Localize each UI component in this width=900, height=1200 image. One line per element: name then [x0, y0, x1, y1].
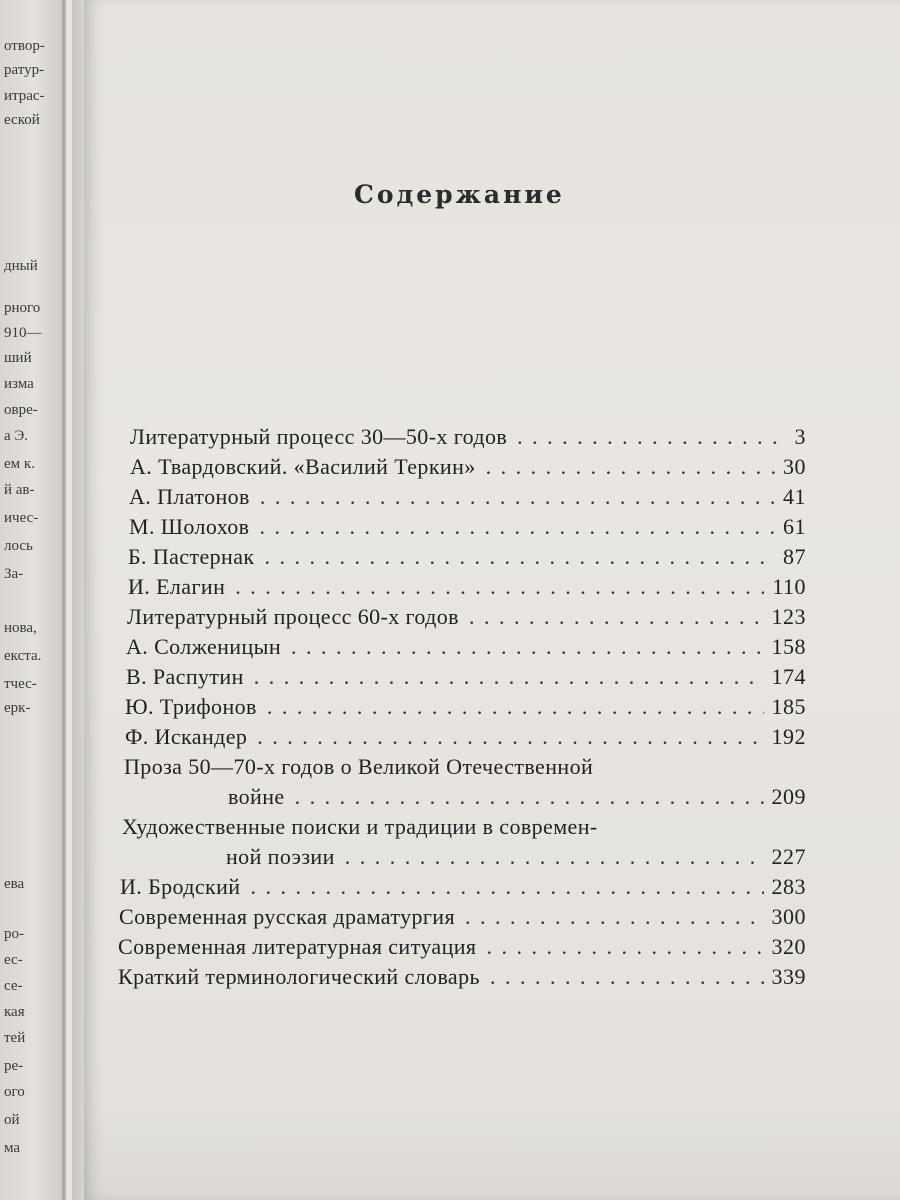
left-page-fragment: ма	[4, 1140, 21, 1156]
dot-leader	[291, 632, 764, 662]
left-page-fragment: ерк-	[4, 700, 31, 716]
toc-entry-page: 320	[771, 934, 806, 959]
toc-entry-page: 123	[771, 604, 806, 629]
toc-entry[interactable]	[130, 422, 806, 452]
left-page-fragment: ого	[4, 1084, 25, 1100]
left-page-fragment: рного	[4, 300, 41, 316]
left-page-fragment: ший	[4, 350, 32, 366]
toc-entry[interactable]	[118, 932, 806, 962]
dot-leader	[295, 782, 764, 812]
toc-entry[interactable]	[118, 962, 806, 992]
dot-leader	[486, 932, 763, 962]
left-page-fragment: ре-	[4, 1058, 24, 1074]
left-page-fragment: а Э.	[4, 428, 29, 444]
left-page-fragment: овре-	[4, 402, 38, 418]
left-page-fragment: й ав-	[4, 482, 35, 498]
toc-entry[interactable]	[125, 692, 806, 722]
dot-leader	[260, 482, 775, 512]
toc-entry-title: Современная русская драматургия	[119, 904, 455, 929]
toc-entry[interactable]	[126, 632, 806, 662]
toc-entry-title: Ф. Искандер	[125, 724, 248, 749]
toc-entry[interactable]	[129, 512, 806, 542]
toc-entry-page: 174	[771, 664, 806, 689]
left-page-fragment: итрас-	[4, 88, 45, 104]
dot-leader	[267, 692, 764, 722]
dot-leader	[254, 662, 764, 692]
left-page-fragment: кая	[4, 1004, 25, 1020]
dot-leader	[490, 962, 764, 992]
toc-entry[interactable]	[128, 542, 806, 572]
toc-entry-page: 339	[771, 964, 806, 989]
toc-entry-page: 110	[772, 574, 806, 599]
dot-leader	[345, 842, 764, 872]
toc-entry-title: ной поэзии	[226, 844, 335, 869]
dot-leader	[486, 452, 775, 482]
left-page-fragment: дный	[4, 258, 38, 274]
toc-entry[interactable]	[120, 872, 806, 902]
toc-entry[interactable]	[129, 482, 806, 512]
left-page-fragment: ой	[4, 1112, 20, 1128]
toc-entry-title: Краткий терминологический словарь	[118, 964, 480, 989]
page-shading	[84, 1100, 900, 1200]
left-page-fragment: тчес-	[4, 676, 37, 692]
dot-leader	[264, 542, 775, 572]
dot-leader	[517, 422, 778, 452]
toc-entry-page: 192	[771, 724, 806, 749]
toc-entry[interactable]	[122, 812, 806, 872]
toc-entry-title: Литературный процесс 30—50-х годов	[130, 424, 508, 449]
left-page-fragment: отвор-	[4, 38, 45, 54]
toc-entry-title: А. Платонов	[129, 484, 250, 509]
toc-entry-title-line1: Проза 50—70-х годов о Великой Отечественной	[124, 754, 594, 779]
toc-entry-title: М. Шолохов	[129, 514, 250, 539]
toc-entry-title: Современная литературная ситуация	[118, 934, 477, 959]
toc-entry-page: 227	[771, 844, 806, 869]
toc-entry-title: А. Твардовский. «Василий Теркин»	[130, 454, 476, 479]
left-page-fragment: екста.	[4, 648, 42, 664]
left-page-fragment: еской	[4, 112, 40, 128]
left-page-fragment: 910—	[4, 325, 42, 341]
toc-entry[interactable]	[127, 602, 806, 632]
toc-entry-page: 87	[783, 544, 806, 569]
left-page-fragment: нова,	[4, 620, 37, 636]
left-page-fragment: ева	[4, 876, 25, 892]
dot-leader	[257, 722, 763, 752]
toc-entry-title: Б. Пастернак	[128, 544, 255, 569]
left-page-fragment: ем к.	[4, 456, 35, 472]
left-page-fragment: ратур-	[4, 62, 45, 78]
dot-leader	[235, 572, 764, 602]
left-page-fragment: лось	[4, 538, 33, 554]
left-page-fragment: изма	[4, 376, 34, 392]
dot-leader	[250, 872, 763, 902]
dot-leader	[259, 512, 775, 542]
toc-entry[interactable]	[128, 572, 806, 602]
left-page-fragment: ес-	[4, 952, 23, 968]
toc-entry-page: 158	[771, 634, 806, 659]
left-page-fragment: ичес-	[4, 510, 39, 526]
toc-entry-title: В. Распутин	[126, 664, 244, 689]
toc-entry-title-line1: Художественные поиски и традиции в современ-	[122, 814, 598, 839]
toc-entry-title: И. Елагин	[128, 574, 226, 599]
toc-entry[interactable]	[125, 722, 806, 752]
page-title: Содержание	[354, 180, 565, 209]
toc-entry-title: И. Бродский	[120, 874, 241, 899]
toc-entry[interactable]	[119, 902, 806, 932]
toc-entry-page: 283	[771, 874, 806, 899]
left-page-fragment: тей	[4, 1030, 26, 1046]
toc-entry-page: 30	[783, 454, 806, 479]
toc-entry-page: 209	[771, 784, 806, 809]
toc-entry-title: Литературный процесс 60-х годов	[127, 604, 459, 629]
dot-leader	[465, 902, 764, 932]
left-page-fragment: ро-	[4, 926, 24, 942]
toc-entry-page: 61	[783, 514, 806, 539]
dot-leader	[469, 602, 764, 632]
toc-entry-page: 185	[771, 694, 806, 719]
left-page-fragment: се-	[4, 978, 23, 994]
toc-entry-title: Ю. Трифонов	[125, 694, 257, 719]
toc-entry-page: 41	[783, 484, 806, 509]
toc-entry-title: А. Солженицын	[126, 634, 281, 659]
toc-entry-page: 3	[794, 424, 806, 449]
toc-entry[interactable]	[124, 752, 806, 812]
toc-entry-page: 300	[771, 904, 806, 929]
left-page-fragment: За-	[4, 566, 24, 582]
toc-entry-title: войне	[228, 784, 285, 809]
toc-entry[interactable]	[126, 662, 806, 692]
toc-entry[interactable]	[130, 452, 806, 482]
